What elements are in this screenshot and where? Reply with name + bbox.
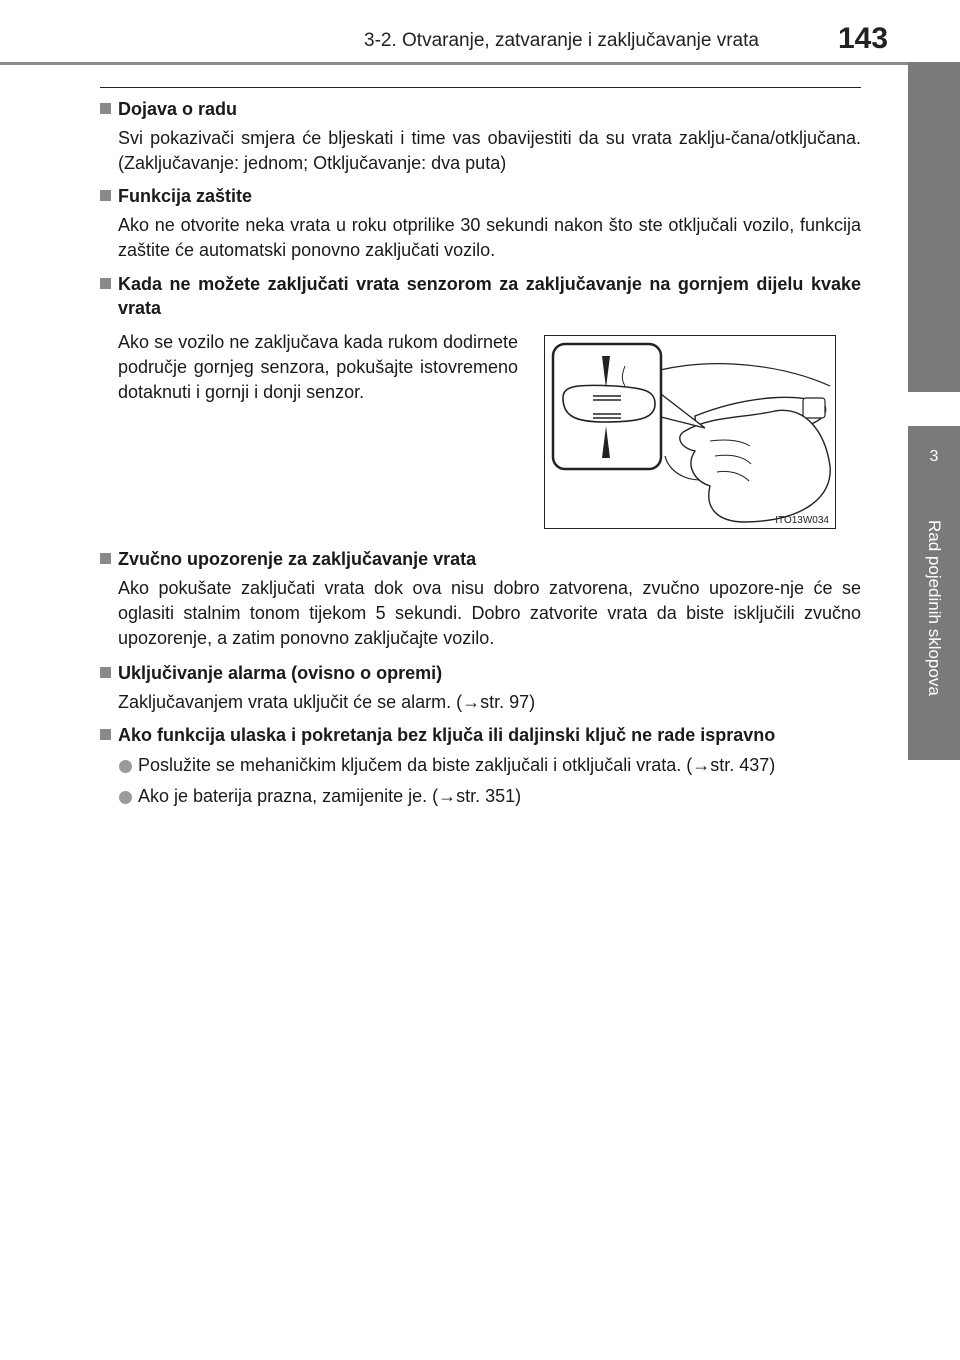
section-heading-text: Kada ne možete zaključati vrata senzorom za zaključavanje na gornjem dijelu kvake vrata bbox=[118, 274, 861, 318]
section-body: Ako ne otvorite neka vrata u roku otprilike 30 sekundi nakon što ste otključali vozilo, funkcija zaštite će automatski ponovno zaključati vozilo. bbox=[118, 215, 861, 260]
square-bullet-icon bbox=[100, 729, 111, 740]
figure-code: ITO13W034 bbox=[775, 515, 829, 526]
section-body: Zaključavanjem vrata uključit će se alarm. (→str. 97) bbox=[118, 692, 536, 712]
section-zvucno-upozorenje bbox=[100, 547, 861, 651]
square-bullet-icon bbox=[100, 667, 111, 678]
list-item bbox=[100, 753, 861, 778]
square-bullet-icon bbox=[100, 553, 111, 564]
door-handle-figure bbox=[544, 335, 836, 529]
section-heading-text: Uključivanje alarma (ovisno o opremi) bbox=[118, 663, 443, 683]
section-heading bbox=[100, 97, 861, 121]
section-heading-text: Funkcija zaštite bbox=[118, 186, 253, 206]
door-handle-sensor-illustration-icon bbox=[545, 336, 835, 528]
section-bez-kljuca bbox=[100, 723, 861, 809]
section-body: Ako pokušate zaključati vrata dok ova nisu dobro zatvorena, zvučno upozore-nje će se oglasiti stalnim tonom tijekom 5 sekundi. Dobro zatvorite vrata da biste isključili zvučno upozorenje, a zatim ponovno zaključajte vozilo. bbox=[118, 578, 861, 648]
section-heading bbox=[100, 184, 861, 208]
content-top-rule bbox=[100, 87, 861, 88]
square-bullet-icon bbox=[100, 278, 111, 289]
section-heading bbox=[100, 661, 861, 685]
running-header-title: 3-2. Otvaranje, zatvaranje i zaključavanje vrata bbox=[364, 30, 759, 51]
section-body: Svi pokazivači smjera će bljeskati i time vas obavijestiti da su vrata zaklju-čana/otključana. (Zaključavanje: jednom; Otključavanje: dva puta) bbox=[118, 128, 861, 173]
list-item-text: Ako je baterija prazna, zamijenite je. (→str. 351) bbox=[138, 786, 522, 806]
section-heading-text: Dojava o radu bbox=[118, 99, 238, 119]
square-bullet-icon bbox=[100, 190, 111, 201]
list-item-text: Poslužite se mehaničkim ključem da biste zaključali i otključali vrata. (→str. 437) bbox=[138, 755, 776, 775]
section-senzor-kvake bbox=[100, 272, 861, 320]
section-body: Ako se vozilo ne zaključava kada rukom dodirnete područje gornjeg senzora, pokušajte istovremeno dotaknuti i gornji i donji senzor. bbox=[118, 332, 518, 402]
section-dojava-o-radu bbox=[100, 97, 861, 176]
list-item bbox=[100, 784, 861, 809]
section-heading bbox=[100, 272, 861, 320]
side-tab-upper bbox=[908, 62, 960, 392]
section-heading bbox=[100, 547, 861, 571]
square-bullet-icon bbox=[100, 103, 111, 114]
header-rule bbox=[0, 62, 960, 65]
section-heading-text: Zvučno upozorenje za zaključavanje vrata bbox=[118, 549, 477, 569]
chapter-number: 3 bbox=[929, 448, 939, 465]
section-heading bbox=[100, 723, 861, 747]
page-number: 143 bbox=[838, 22, 889, 55]
section-funkcija-zastite bbox=[100, 184, 861, 263]
chapter-title: Rad pojedinih sklopova bbox=[925, 520, 944, 696]
section-alarm bbox=[100, 661, 861, 715]
round-bullet-icon bbox=[119, 760, 132, 773]
section-heading-text: Ako funkcija ulaska i pokretanja bez ključa ili daljinski ključ ne rade ispravno bbox=[118, 725, 776, 745]
round-bullet-icon bbox=[119, 791, 132, 804]
